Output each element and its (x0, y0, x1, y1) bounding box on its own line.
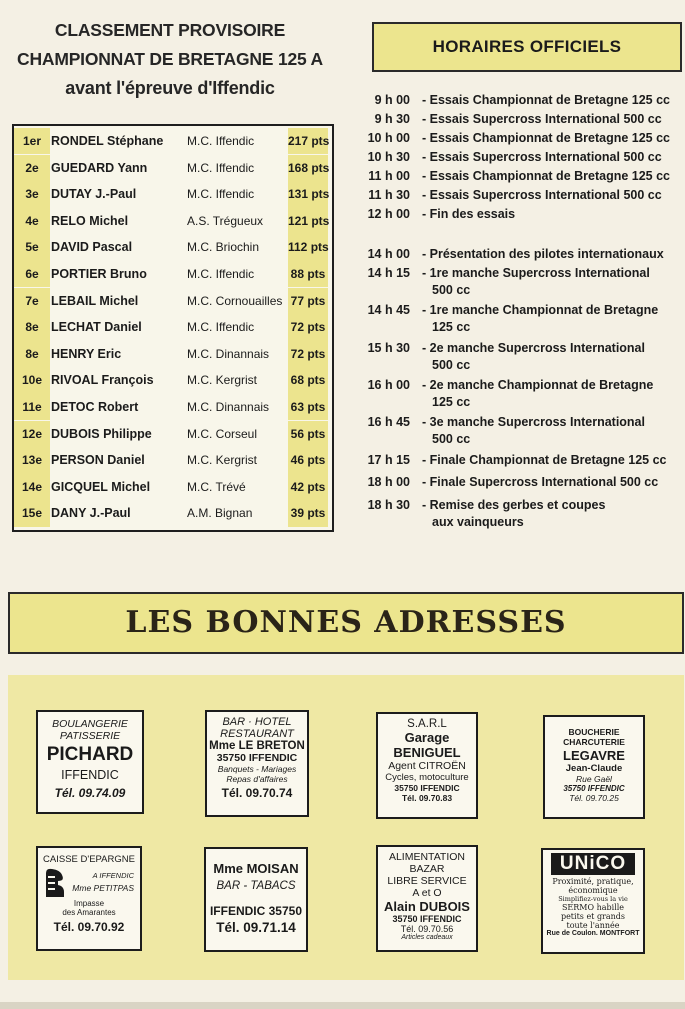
ranking-rider-name: HENRY Eric (51, 346, 122, 361)
ad-unico-line4: SERMO habille (561, 903, 625, 912)
ad-dubois-city: 35750 IFFENDIC (392, 914, 462, 924)
ranking-points: 68 pts (288, 367, 328, 393)
ranking-club: M.C. Trévé (187, 479, 246, 494)
ranking-row (14, 155, 332, 181)
ad-unico-line2: économique (568, 886, 618, 895)
ranking-club: M.C. Iffendic (187, 187, 255, 202)
ad-pichard-name: PICHARD (46, 744, 134, 765)
ranking-club: M.C. Dinannais (187, 346, 270, 361)
schedule-description (422, 497, 685, 531)
ad-pichard (36, 710, 144, 814)
ad-beniguel-line5: Cycles, motoculture (385, 772, 469, 783)
ad-unico-line5: petits et grands (560, 912, 626, 921)
schedule-time: 17 h 15 (367, 453, 410, 467)
schedule-description (422, 414, 685, 448)
schedule-time: 18 h 30 (367, 498, 410, 512)
ad-caisse-line3: Mme PETITPAS (72, 883, 134, 893)
ad-unico (541, 848, 645, 954)
schedule-description-line: - Essais Championnat de Bretagne 125 cc (422, 169, 671, 183)
schedule-description (422, 377, 685, 411)
schedule-description (422, 130, 685, 147)
ranking-position: 2e (14, 155, 50, 181)
schedule-description-line: - Essais Supercross International 500 cc (422, 188, 662, 202)
schedule-description-continuation: 500 cc (432, 283, 471, 297)
ad-caisse-line1: CAISSE D'EPARGNE (43, 854, 135, 865)
ranking-position: 3e (14, 181, 50, 207)
schedule-description-line: - Essais Championnat de Bretagne 125 cc (422, 131, 671, 145)
ranking-club: M.C. Iffendic (187, 320, 255, 335)
ad-legavre-city: 35750 IFFENDIC (563, 784, 625, 793)
ranking-rider-name: DETOC Robert (51, 400, 139, 414)
ranking-club: M.C. Iffendic (187, 134, 255, 148)
ranking-row (14, 447, 332, 473)
ad-unico-line7: Rue de Coulon. MONTFORT (546, 930, 640, 937)
ranking-position: 15e (14, 500, 50, 526)
schedule-time: 11 h 00 (368, 169, 410, 183)
ad-moisan-tel: Tél. 09.71.14 (216, 920, 296, 935)
ad-dubois (376, 845, 478, 952)
schedule-description (422, 168, 685, 185)
ads-panel (8, 675, 684, 980)
ad-legavre-tel: Tél. 09.70.25 (569, 793, 619, 803)
ranking-row (14, 181, 332, 207)
ad-lebreton-city: 35750 IFFENDIC (216, 752, 298, 764)
ranking-rider-name: RONDEL Stéphane (51, 134, 164, 148)
ranking-position: 4e (14, 208, 50, 234)
ad-moisan-city: IFFENDIC 35750 (209, 904, 303, 918)
ranking-position: 8e (14, 314, 50, 340)
ad-beniguel-city: 35750 IFFENDIC (394, 783, 460, 793)
ranking-rider-name: RELO Michel (51, 213, 129, 228)
ranking-position: 11e (14, 394, 50, 420)
ranking-title (0, 16, 340, 103)
ranking-position: 8e (14, 341, 50, 367)
schedule-description-line: - 1re manche Championnat de Bretagne (422, 303, 659, 317)
ranking-club: A.S. Trégueux (187, 213, 264, 228)
schedule-description-line: - Essais Championnat de Bretagne 125 cc (422, 93, 671, 107)
ad-beniguel-line1: S.A.R.L (407, 718, 447, 730)
ranking-rider-name: DAVID Pascal (51, 240, 133, 255)
ad-moisan (204, 847, 308, 952)
ranking-title-line-2: CHAMPIONNAT DE BRETAGNE 125 A (17, 49, 323, 69)
ranking-points: 168 pts (288, 155, 328, 181)
ranking-points: 88 pts (288, 261, 328, 287)
ranking-rider-name: DANY J.-Paul (51, 506, 131, 521)
schedule-time: 9 h 00 (374, 93, 410, 107)
ranking-club: M.C. Cornouailles (187, 293, 283, 308)
ad-pichard-line1: BOULANGERIE (52, 718, 128, 730)
ranking-position: 1er (14, 128, 50, 154)
ranking-rider-name: LEBAIL Michel (51, 293, 139, 308)
schedule-description (422, 302, 685, 336)
ad-beniguel-line2: Garage (404, 730, 450, 745)
ranking-rider-name: LECHAT Daniel (51, 320, 142, 335)
ad-caisse-line5: des Amarantes (62, 908, 116, 917)
ad-legavre-line1: BOUCHERIE (568, 727, 620, 737)
schedule-description-continuation: 500 cc (432, 432, 471, 446)
ranking-club: M.C. Corseul (187, 426, 258, 441)
schedule-description (422, 187, 685, 204)
ranking-row (14, 208, 332, 234)
ad-moisan-line2: BAR - TABACS (216, 880, 296, 892)
schedule-description (422, 92, 685, 109)
ad-pichard-tel: Tél. 09.74.09 (54, 786, 126, 800)
squirrel-logo-icon (44, 867, 66, 899)
ranking-club: M.C. Iffendic (187, 267, 255, 281)
schedule-time: 14 h 00 (367, 247, 410, 261)
ad-beniguel-tel: Tél. 09.70.83 (401, 793, 453, 803)
schedule-time: 9 h 30 (374, 112, 410, 126)
ad-lebreton-line2: RESTAURANT (220, 728, 294, 740)
schedule-description-line: - Essais Supercross International 500 cc (422, 112, 662, 126)
ranking-points: 72 pts (288, 314, 328, 340)
schedule-time: 11 h 30 (368, 188, 410, 202)
schedule-description (422, 265, 685, 299)
schedule-description-line: - Fin des essais (422, 207, 516, 221)
ad-caisse-tel: Tél. 09.70.92 (53, 920, 125, 934)
ad-moisan-name: Mme MOISAN (213, 861, 299, 876)
schedule-description-line: - 3e manche Supercross International (422, 415, 645, 429)
schedule-description-continuation: aux vainqueurs (432, 515, 524, 529)
ad-unico-line3: Simplifiez-vous la vie (558, 895, 628, 903)
ranking-rider-name: RIVOAL François (51, 373, 154, 388)
ad-lebreton-name: Mme LE BRETON (209, 740, 305, 752)
ranking-club: A.M. Bignan (187, 506, 253, 521)
schedule-description-line: - Finale Championnat de Bretagne 125 cc (422, 453, 667, 467)
ad-unico-line6: toute l'année (566, 921, 620, 930)
schedule-description (422, 474, 685, 491)
ranking-row (14, 341, 332, 367)
ranking-points: 42 pts (288, 474, 328, 500)
ranking-row (14, 314, 332, 340)
ranking-row (14, 367, 332, 393)
ad-lebreton-line1: BAR · HOTEL (222, 716, 292, 728)
schedule-time: 10 h 30 (367, 150, 410, 164)
schedule-description-line: - Essais Supercross International 500 cc (422, 150, 662, 164)
ranking-title-line-1: CLASSEMENT PROVISOIRE (54, 20, 286, 40)
schedule-description (422, 340, 685, 374)
schedule-description-line: - 2e manche Championnat de Bretagne (422, 378, 654, 392)
schedule-description-line: - 2e manche Supercross International (422, 341, 645, 355)
ranking-points: 56 pts (288, 421, 328, 447)
page-bottom-edge (0, 1002, 685, 1009)
ranking-points: 63 pts (288, 394, 328, 420)
ad-pichard-city: IFFENDIC (61, 768, 119, 782)
ranking-row (14, 421, 332, 447)
schedule-description-line: - Remise des gerbes et coupes (422, 498, 606, 512)
ranking-position: 6e (14, 261, 50, 287)
schedule-time: 15 h 30 (367, 341, 410, 355)
schedule-description (422, 111, 685, 128)
schedule-description (422, 246, 685, 263)
ranking-row (14, 234, 332, 260)
ad-le-breton (205, 710, 309, 817)
ranking-position: 14e (14, 474, 50, 500)
ranking-position: 13e (14, 447, 50, 473)
ranking-position: 5e (14, 234, 50, 260)
ad-caisse-epargne (36, 846, 142, 951)
ad-unico-logo: UNiCO (551, 853, 635, 875)
ad-beniguel (376, 712, 478, 819)
schedule-description (422, 206, 685, 223)
schedule-description (422, 452, 685, 469)
ranking-row (14, 288, 332, 314)
ad-unico-line1: Proximité, pratique, (552, 877, 634, 886)
ranking-row (14, 261, 332, 287)
ranking-table (12, 124, 334, 532)
schedule-time: 14 h 15 (367, 266, 410, 280)
ranking-rider-name: DUBOIS Philippe (51, 426, 152, 441)
schedule-title: HORAIRES OFFICIELS (372, 22, 682, 72)
ranking-row (14, 500, 332, 526)
ranking-rider-name: PERSON Daniel (51, 453, 145, 468)
ad-dubois-line2: BAZAR (409, 863, 445, 875)
ad-legavre (543, 715, 645, 819)
schedule-description-line: - Présentation des pilotes internationaux (422, 247, 664, 261)
ranking-club: M.C. Iffendic (187, 160, 255, 175)
ad-legavre-line2: CHARCUTERIE (563, 737, 625, 747)
ad-caisse-line4: Impasse (73, 899, 105, 908)
ranking-position: 7e (14, 288, 50, 314)
ranking-row (14, 394, 332, 420)
schedule-description (422, 149, 685, 166)
ranking-points: 112 pts (288, 234, 328, 260)
ad-beniguel-name: BENIGUEL (393, 745, 461, 760)
schedule-time: 18 h 00 (367, 475, 410, 489)
ranking-rider-name: DUTAY J.-Paul (51, 187, 137, 202)
ad-dubois-name: Alain DUBOIS (384, 899, 470, 914)
ranking-club: M.C. Kergrist (187, 453, 258, 468)
ad-lebreton-tel: Tél. 09.70.74 (221, 786, 293, 800)
schedule-description-continuation: 125 cc (432, 320, 471, 334)
ranking-row (14, 128, 332, 154)
bonnes-adresses-banner: LES BONNES ADRESSES (8, 592, 684, 654)
ad-dubois-line3: LIBRE SERVICE (387, 875, 467, 887)
schedule-time: 10 h 00 (367, 131, 410, 145)
ranking-points: 77 pts (288, 288, 328, 314)
ranking-points: 131 pts (288, 181, 328, 207)
ranking-row (14, 474, 332, 500)
schedule-description-line: - Finale Supercross International 500 cc (422, 475, 659, 489)
ranking-points: 72 pts (288, 341, 328, 367)
ranking-rider-name: GICQUEL Michel (51, 479, 151, 494)
schedule-time: 16 h 00 (367, 378, 410, 392)
ad-caisse-logo-area (38, 867, 140, 899)
schedule-time: 16 h 45 (367, 415, 410, 429)
ad-lebreton-line6: Repas d'affaires (226, 774, 288, 784)
ranking-rider-name: GUEDARD Yann (51, 160, 148, 175)
ranking-position: 10e (14, 367, 50, 393)
ranking-club: M.C. Kergrist (187, 373, 258, 388)
schedule-time: 14 h 45 (367, 303, 410, 317)
ad-lebreton-line5: Banquets - Mariages (217, 764, 297, 774)
ranking-position: 12e (14, 421, 50, 447)
ad-legavre-name: LEGAVRE (563, 748, 625, 763)
ad-legavre-line4: Jean-Claude (565, 763, 623, 774)
schedule-description-continuation: 125 cc (432, 395, 471, 409)
ranking-points: 217 pts (288, 128, 328, 154)
ranking-points: 39 pts (288, 500, 328, 526)
ranking-points: 121 pts (288, 208, 328, 234)
ad-caisse-line2: A IFFENDIC (92, 871, 134, 880)
ranking-club: M.C. Dinannais (187, 400, 270, 414)
ad-legavre-line5: Rue Gaël (576, 774, 612, 784)
ranking-points: 46 pts (288, 447, 328, 473)
ad-pichard-line2: PATISSERIE (59, 730, 121, 742)
schedule-description-line: - 1re manche Supercross International (422, 266, 650, 280)
ranking-rider-name: PORTIER Bruno (51, 267, 147, 281)
ad-beniguel-line4: Agent CITROËN (388, 760, 466, 772)
ad-dubois-line4: A et O (412, 887, 442, 899)
ad-dubois-tel: Tél. 09.70.56 (400, 924, 454, 934)
schedule-description-continuation: 500 cc (432, 358, 471, 372)
ad-dubois-line1: ALIMENTATION (388, 851, 466, 863)
schedule-time: 12 h 00 (367, 207, 410, 221)
ranking-title-line-3: avant l'épreuve d'Iffendic (65, 78, 275, 98)
ranking-club: M.C. Briochin (187, 240, 260, 255)
ad-dubois-line8: Articles cadeaux (401, 934, 453, 941)
